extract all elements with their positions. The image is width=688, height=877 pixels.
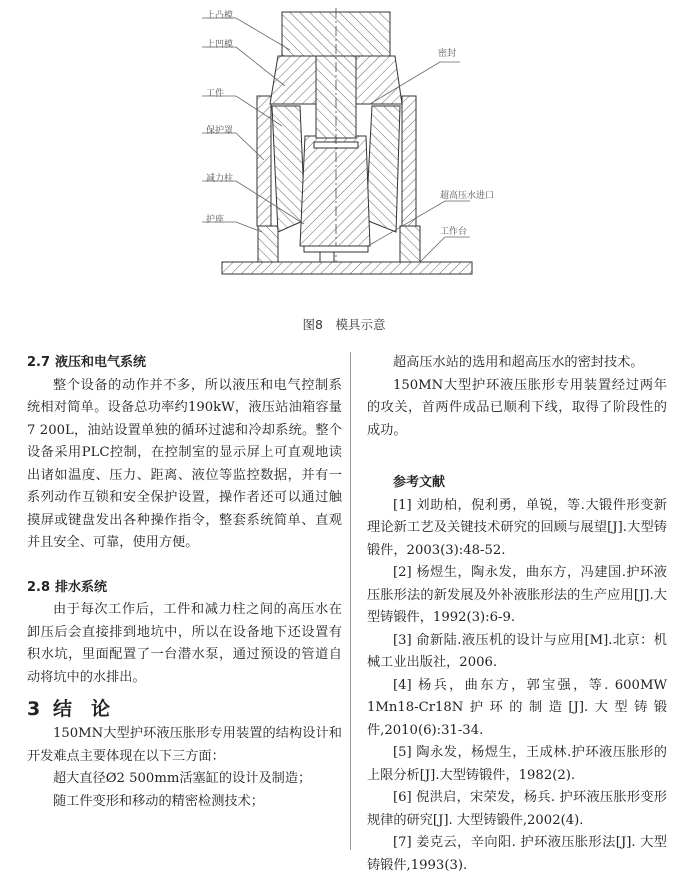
left-column	[27, 352, 342, 813]
reference-item: [3] 俞新陆.液压机的设计与应用[M].北京：机械工业出版社，2006.	[367, 632, 667, 670]
reference-item: [5] 陶永发，杨煜生，王成林.护环液压胀形的上限分析[J].大型铸锻件，1982(2).	[367, 745, 667, 783]
workpiece-right	[366, 106, 400, 232]
mold-drawing	[0, 0, 688, 300]
label-guard: 保护罩	[206, 126, 234, 136]
reference-item: [7] 姜克云，辛向阳. 护环液压胀形法[J]. 大型铸锻件,1993(3).	[367, 835, 667, 873]
label-upper-die: 上凹模	[206, 40, 234, 50]
workpiece-left	[272, 106, 305, 232]
conclusion-point-1: 超大直径Ø2 500mm活塞缸的设计及制造；	[53, 771, 312, 786]
column-divider	[350, 352, 351, 850]
conclusion-point-3: 超高压水站的选用和超高压水的密封技术。	[393, 355, 644, 370]
label-upper-punch: 上凸模	[206, 11, 234, 21]
label-reduce-column: 减力柱	[206, 174, 234, 184]
label-hp-inlet: 超高压水进口	[440, 191, 495, 201]
figure-caption: 图8 模具示意	[302, 317, 386, 332]
reduce-column	[300, 136, 370, 246]
reference-item: [1] 刘助柏，倪利勇，单锐，等.大锻件形变新理论新工艺及关键技术研究的回顾与展望[J].大型铸锻件，2003(3):48-52.	[367, 497, 667, 558]
section-3-intro: 150MN大型护环液压胀形专用装置的结构设计和开发难点主要体现在以下三方面：	[27, 726, 342, 764]
mold-figure	[0, 0, 688, 345]
guard-left	[257, 96, 271, 226]
reference-item: [4] 杨兵，曲东方，郭宝强，等. 600MW 1Mn18-Cr18N护环的制造[J].大型铸锻件,2010(6):31-34.	[367, 677, 667, 738]
section-2-7-body: 整个设备的动作并不多，所以液压和电气控制系统相对简单。设备总功率约190kW，液压站油箱容量7 200L，油站设置单独的循环过滤和冷却系统。整个设备采用PLC控制，在控制室的显示屏上可直观地读出诸如温度、压力、距离、液位等监控数据，并有一系列动作互锁和安全保护设置，操作者还可以通过触摸屏或键盘发出各种操作指令，整套系统简单、直观并且安全、可靠，使用方便。	[27, 377, 342, 550]
label-base: 护座	[206, 215, 225, 225]
section-3-heading: 3 结 论	[27, 698, 111, 720]
section-2-7-heading: 2.7 液压和电气系统	[27, 355, 147, 370]
conclusion-point-2: 随工件变形和移动的精密检测技术；	[53, 793, 264, 809]
reference-item: [6] 倪洪启，宋荣发，杨兵. 护环液压胀形变形规律的研究[J]. 大型铸锻件,2002(4).	[367, 790, 667, 828]
worktable-shape	[222, 262, 472, 274]
reference-item: [2] 杨煜生，陶永发，曲东方，冯建国.护环液压胀形法的新发展及外补液胀形法的生产应用[J].大型铸锻件，1992(3):6-9.	[367, 565, 667, 625]
right-column	[367, 352, 667, 877]
guard-right	[402, 96, 416, 226]
references-heading: 参考文献	[393, 475, 446, 490]
label-worktable: 工作台	[440, 227, 468, 237]
section-2-8-body: 由于每次工作后，工件和减力柱之间的高压水在卸压后会直接排到地坑中，所以在设备地下还设置有积水坑，里面配置了一台潜水泵，通过预设的管道自动将坑中的水排出。	[27, 602, 342, 685]
base-right	[400, 226, 420, 262]
conclusion-summary: 150MN大型护环液压胀形专用装置经过两年的攻关，首两件成品已顺利下线，取得了阶段性的成功。	[367, 377, 667, 438]
section-2-8-heading: 2.8 排水系统	[27, 579, 108, 595]
label-seal: 密封	[438, 49, 457, 59]
label-workpiece: 工件	[206, 89, 225, 99]
